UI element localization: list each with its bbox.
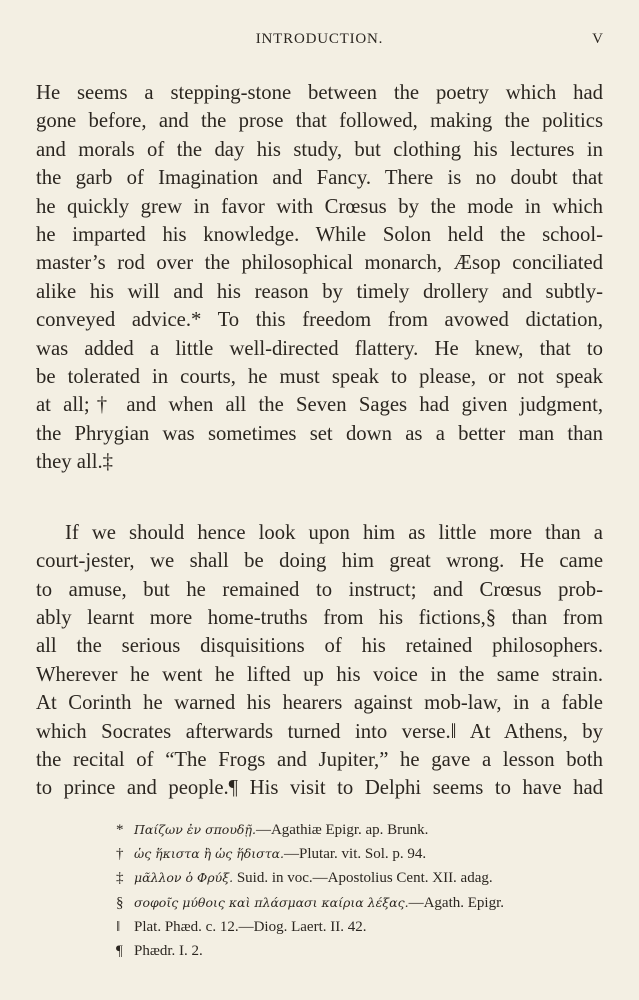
footnotes	[116, 818, 606, 963]
text-line: master’s rod over the philosophical monarch, Æsop conciliated	[36, 252, 603, 275]
text-line: the garb of Imagination and Fancy. There is no doubt that	[36, 167, 603, 190]
footnote-mark: *	[116, 822, 124, 838]
text-line: all the serious disquisitions of his retained philosophers.	[36, 635, 603, 658]
footnote-mark: ‡	[116, 870, 124, 887]
text-line: was added a little well-directed flattery. He knew, that to	[36, 337, 603, 360]
footnote-asterisk	[116, 818, 606, 842]
text-line: at all;† and when all the Seven Sages had given judgment,	[36, 394, 603, 417]
text-line: he imparted his knowledge. While Solon held the school-	[36, 224, 603, 247]
footnote-greek: μᾶλλον ὁ Φρύξ.	[134, 870, 234, 886]
footnote-text: —Agath. Epigr.	[408, 894, 504, 911]
footnote-pilcrow	[116, 939, 606, 963]
footnote-text: Plat. Phæd. c. 12.—Diog. Laert. II. 42.	[134, 918, 367, 935]
page-header	[36, 29, 603, 51]
text-line: they all.‡	[36, 451, 113, 474]
footnote-text: —Plutar. vit. Sol. p. 94.	[284, 846, 427, 863]
running-head: INTRODUCTION.	[255, 31, 384, 47]
text-line: Wherever he went he lifted up his voice in the same strain.	[36, 663, 603, 686]
text-line: At Corinth he warned his hearers against mob-law, in a fable	[36, 692, 603, 715]
text-line: be tolerated in courts, he must speak to please, or not speak	[36, 366, 603, 389]
footnote-greek: Παίζων ἐν σπουδῇ.	[134, 822, 256, 837]
footnote-text: Suid. in voc.—Apostolius Cent. XII. adag.	[233, 870, 493, 887]
text-line: he quickly grew in favor with Crœsus by the mode in which	[36, 195, 603, 218]
footnote-dagger	[116, 842, 606, 866]
text-line: alike his will and his reason by timely drollery and subtly-	[36, 280, 603, 303]
text-line: If we should hence look upon him as little more than a	[65, 521, 603, 544]
text-line: the Phrygian was sometimes set down as a better man than	[36, 422, 603, 445]
footnote-greek: ὡς ἥκιστα ἢ ὡς ἥδιστα.	[134, 846, 285, 862]
footnote-text: —Agathiæ Epigr. ap. Brunk.	[255, 822, 429, 838]
text-line: gone before, and the prose that followed, making the politics	[36, 110, 603, 133]
paragraph-1	[36, 79, 603, 477]
text-line: He seems a stepping-stone between the poetry which had	[36, 82, 603, 104]
footnote-mark: ‖	[116, 918, 121, 935]
text-line: and morals of the day his study, but clothing his lectures in	[36, 138, 603, 161]
footnote-double-dagger	[116, 866, 606, 890]
text-line: ably learnt more home-truths from his fictions,§ than from	[36, 606, 603, 629]
paragraph-2	[36, 519, 603, 803]
text-line: court-jester, we shall be doing him great wrong. He came	[36, 550, 603, 573]
text-line: to prince and people.¶ His visit to Delphi seems to have had	[36, 777, 603, 800]
text-line: to amuse, but he remained to instruct; and Crœsus prob-	[36, 578, 603, 601]
text-line: which Socrates afterwards turned into verse.‖ At Athens, by	[36, 720, 603, 743]
page-number: V	[592, 31, 603, 47]
footnote-mark: §	[116, 894, 124, 911]
footnote-section	[116, 891, 606, 915]
footnote-parallel	[116, 915, 606, 939]
footnote-greek: σοφοῖς μύθοις καὶ πλάσμασι καίρια λέξας.	[134, 894, 409, 910]
text-line: the recital of “The Frogs and Jupiter,” he gave a lesson both	[36, 748, 603, 771]
paragraph-spacer	[36, 477, 603, 519]
text-line: conveyed advice.* To this freedom from avowed dictation,	[36, 309, 603, 332]
body-text	[36, 79, 603, 803]
footnote-mark: †	[116, 846, 124, 863]
footnote-mark: ¶	[116, 943, 123, 960]
footnote-text: Phædr. I. 2.	[134, 943, 203, 960]
